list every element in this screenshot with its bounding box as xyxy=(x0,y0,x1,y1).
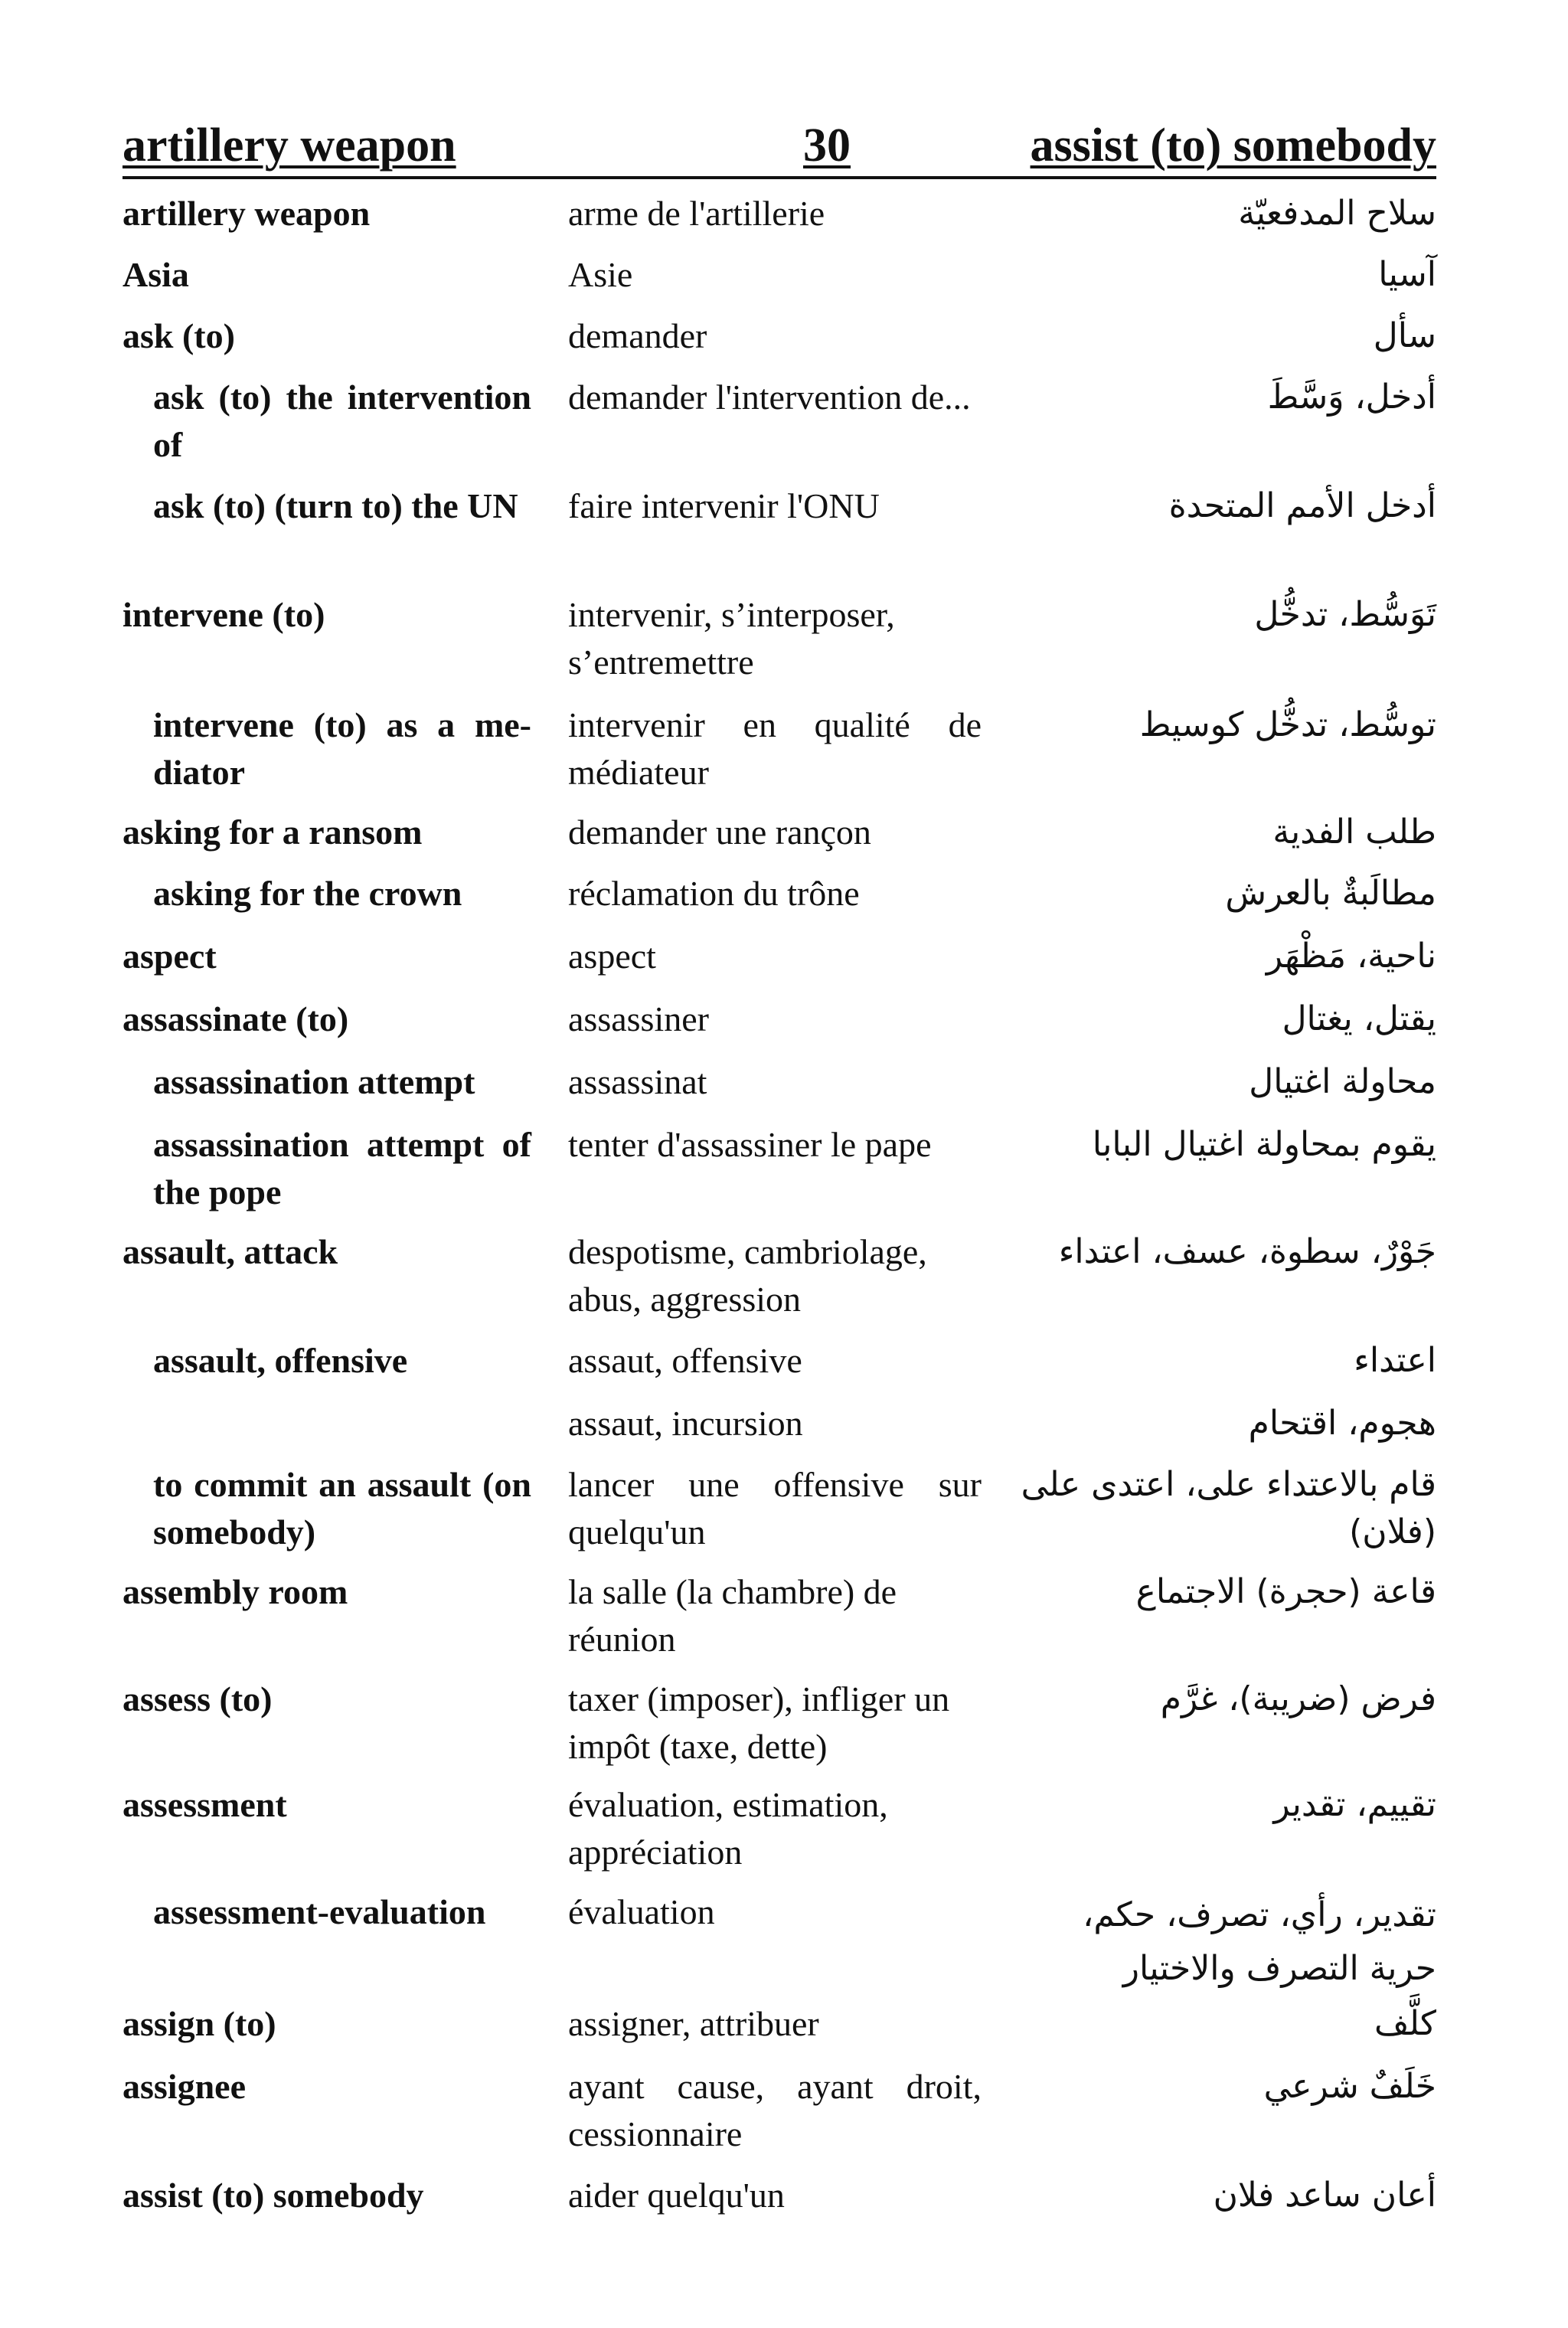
entry-french: intervenir, s’interposer, s’entremettre xyxy=(568,595,895,682)
entry-french: assaut, offensive xyxy=(568,1341,802,1380)
entry-english: asking for a ransom xyxy=(122,813,423,852)
entry-arabic: مطالَبةٌ بالعرش xyxy=(1225,874,1436,913)
entry-arabic: يقوم بمحاولة اغتيال البابا xyxy=(1092,1125,1436,1164)
entry-arabic: تقدير، رأي، تصرف، حكم، حرية التصرف والاختيار xyxy=(1083,1895,1436,1988)
page-header xyxy=(122,115,1436,179)
entry-french: réclamation du trône xyxy=(568,874,860,913)
entry-french: aspect xyxy=(568,937,656,976)
header-last-entry: assist (to) somebody xyxy=(1030,119,1436,172)
entry-french: évaluation xyxy=(568,1892,715,1931)
entry-english: assassinate (to) xyxy=(122,999,349,1038)
entry-french: aider quelqu'un xyxy=(568,2176,785,2215)
entry-english: assembly room xyxy=(122,1572,348,1611)
entry-french: assassiner xyxy=(568,999,709,1038)
entry-arabic: قام بالاعتداء على، اعتدى على (فلان) xyxy=(1021,1465,1436,1551)
entry-french: faire intervenir l'ONU xyxy=(568,486,880,525)
entry-arabic: أعان ساعد فلان xyxy=(1213,2176,1436,2215)
entry-english: assault, offensive xyxy=(153,1341,408,1380)
entry-french: demander xyxy=(568,316,707,355)
entry-arabic: سأل xyxy=(1373,316,1436,355)
entry-french: tenter d'assassiner le pape xyxy=(568,1125,932,1164)
entry-arabic: فرض (ضريبة)، غرَّم xyxy=(1160,1679,1436,1718)
entry-french: assaut, incursion xyxy=(568,1404,803,1443)
entry-english: assess (to) xyxy=(122,1679,273,1718)
entry-english: assassination attempt xyxy=(153,1062,475,1101)
entry-arabic: طلب الفدية xyxy=(1272,813,1436,852)
entry-english: assist (to) somebody xyxy=(122,2176,424,2215)
entry-arabic: جَوْرٌ، سطوة، عسف، اعتداء xyxy=(1058,1232,1436,1271)
entry-english: intervene (to) xyxy=(122,595,325,634)
entry-english: assign (to) xyxy=(122,2004,276,2043)
entry-arabic: أدخل الأمم المتحدة xyxy=(1168,486,1436,525)
entry-arabic: ناحية، مَظْهَر xyxy=(1266,937,1436,976)
entry-arabic: يقتل، يغتال xyxy=(1282,999,1436,1038)
entry-english: assessment-evaluation xyxy=(153,1892,486,1931)
entry-arabic: خَلَفٌ شرعي xyxy=(1263,2067,1436,2106)
entry-french: assassinat xyxy=(568,1062,707,1101)
entry-english: aspect xyxy=(122,937,217,976)
entry-arabic: تَوَسُّط، تدخُّل xyxy=(1254,595,1436,634)
entry-arabic: هجوم، اقتحام xyxy=(1248,1404,1436,1443)
entry-french: intervenir en qualité de médiateur xyxy=(568,705,982,792)
entry-english: ask (to) xyxy=(122,316,235,355)
entry-french: ayant cause, ayant droit, cessionnaire xyxy=(568,2067,982,2153)
entry-english: assault, attack xyxy=(122,1232,338,1271)
entry-french: Asie xyxy=(568,255,633,294)
entry-french: taxer (imposer), infliger un impôt (taxe, dette) xyxy=(568,1679,950,1766)
entry-arabic: اعتداء xyxy=(1354,1341,1436,1380)
entry-english: ask (to) the intervention of xyxy=(153,378,531,464)
entry-arabic: تقييم، تقدير xyxy=(1273,1785,1436,1824)
entry-arabic: كلَّف xyxy=(1374,2004,1436,2043)
entry-english: ask (to) (turn to) the UN xyxy=(153,486,518,525)
entry-french: demander l'intervention de... xyxy=(568,378,971,417)
entry-english: artillery weapon xyxy=(122,194,371,233)
entry-english: intervene (to) as a me-diator xyxy=(153,705,531,792)
entry-arabic: توسُّط، تدخُّل كوسيط xyxy=(1139,705,1436,744)
entry-english: asking for the crown xyxy=(153,874,462,913)
entry-english: assessment xyxy=(122,1785,287,1824)
entry-french: lancer une offensive sur quelqu'un xyxy=(568,1465,982,1551)
entry-english: assignee xyxy=(122,2067,246,2106)
entry-arabic: قاعة (حجرة) الاجتماع xyxy=(1135,1572,1436,1611)
entry-french: demander une rançon xyxy=(568,813,871,852)
entry-french: assigner, attribuer xyxy=(568,2004,819,2043)
entry-arabic: آسيا xyxy=(1378,255,1436,294)
header-first-entry: artillery weapon xyxy=(122,119,456,172)
entry-french: arme de l'artillerie xyxy=(568,194,825,233)
entry-french: évaluation, estimation, appréciation xyxy=(568,1785,888,1872)
entry-french: despotisme, cambriolage, abus, aggression xyxy=(568,1232,927,1319)
entry-english: assassination attempt of the pope xyxy=(153,1125,531,1211)
entry-arabic: أدخل، وَسَّطَ xyxy=(1267,378,1436,417)
entry-arabic: سلاح المدفعيّة xyxy=(1238,194,1436,233)
entry-french: la salle (la chambre) de réunion xyxy=(568,1572,897,1659)
entry-english: to commit an assault (on somebody) xyxy=(153,1465,531,1551)
entry-arabic: محاولة اغتيال xyxy=(1249,1062,1436,1101)
page-number: 30 xyxy=(803,119,851,172)
entry-english: Asia xyxy=(122,255,189,294)
